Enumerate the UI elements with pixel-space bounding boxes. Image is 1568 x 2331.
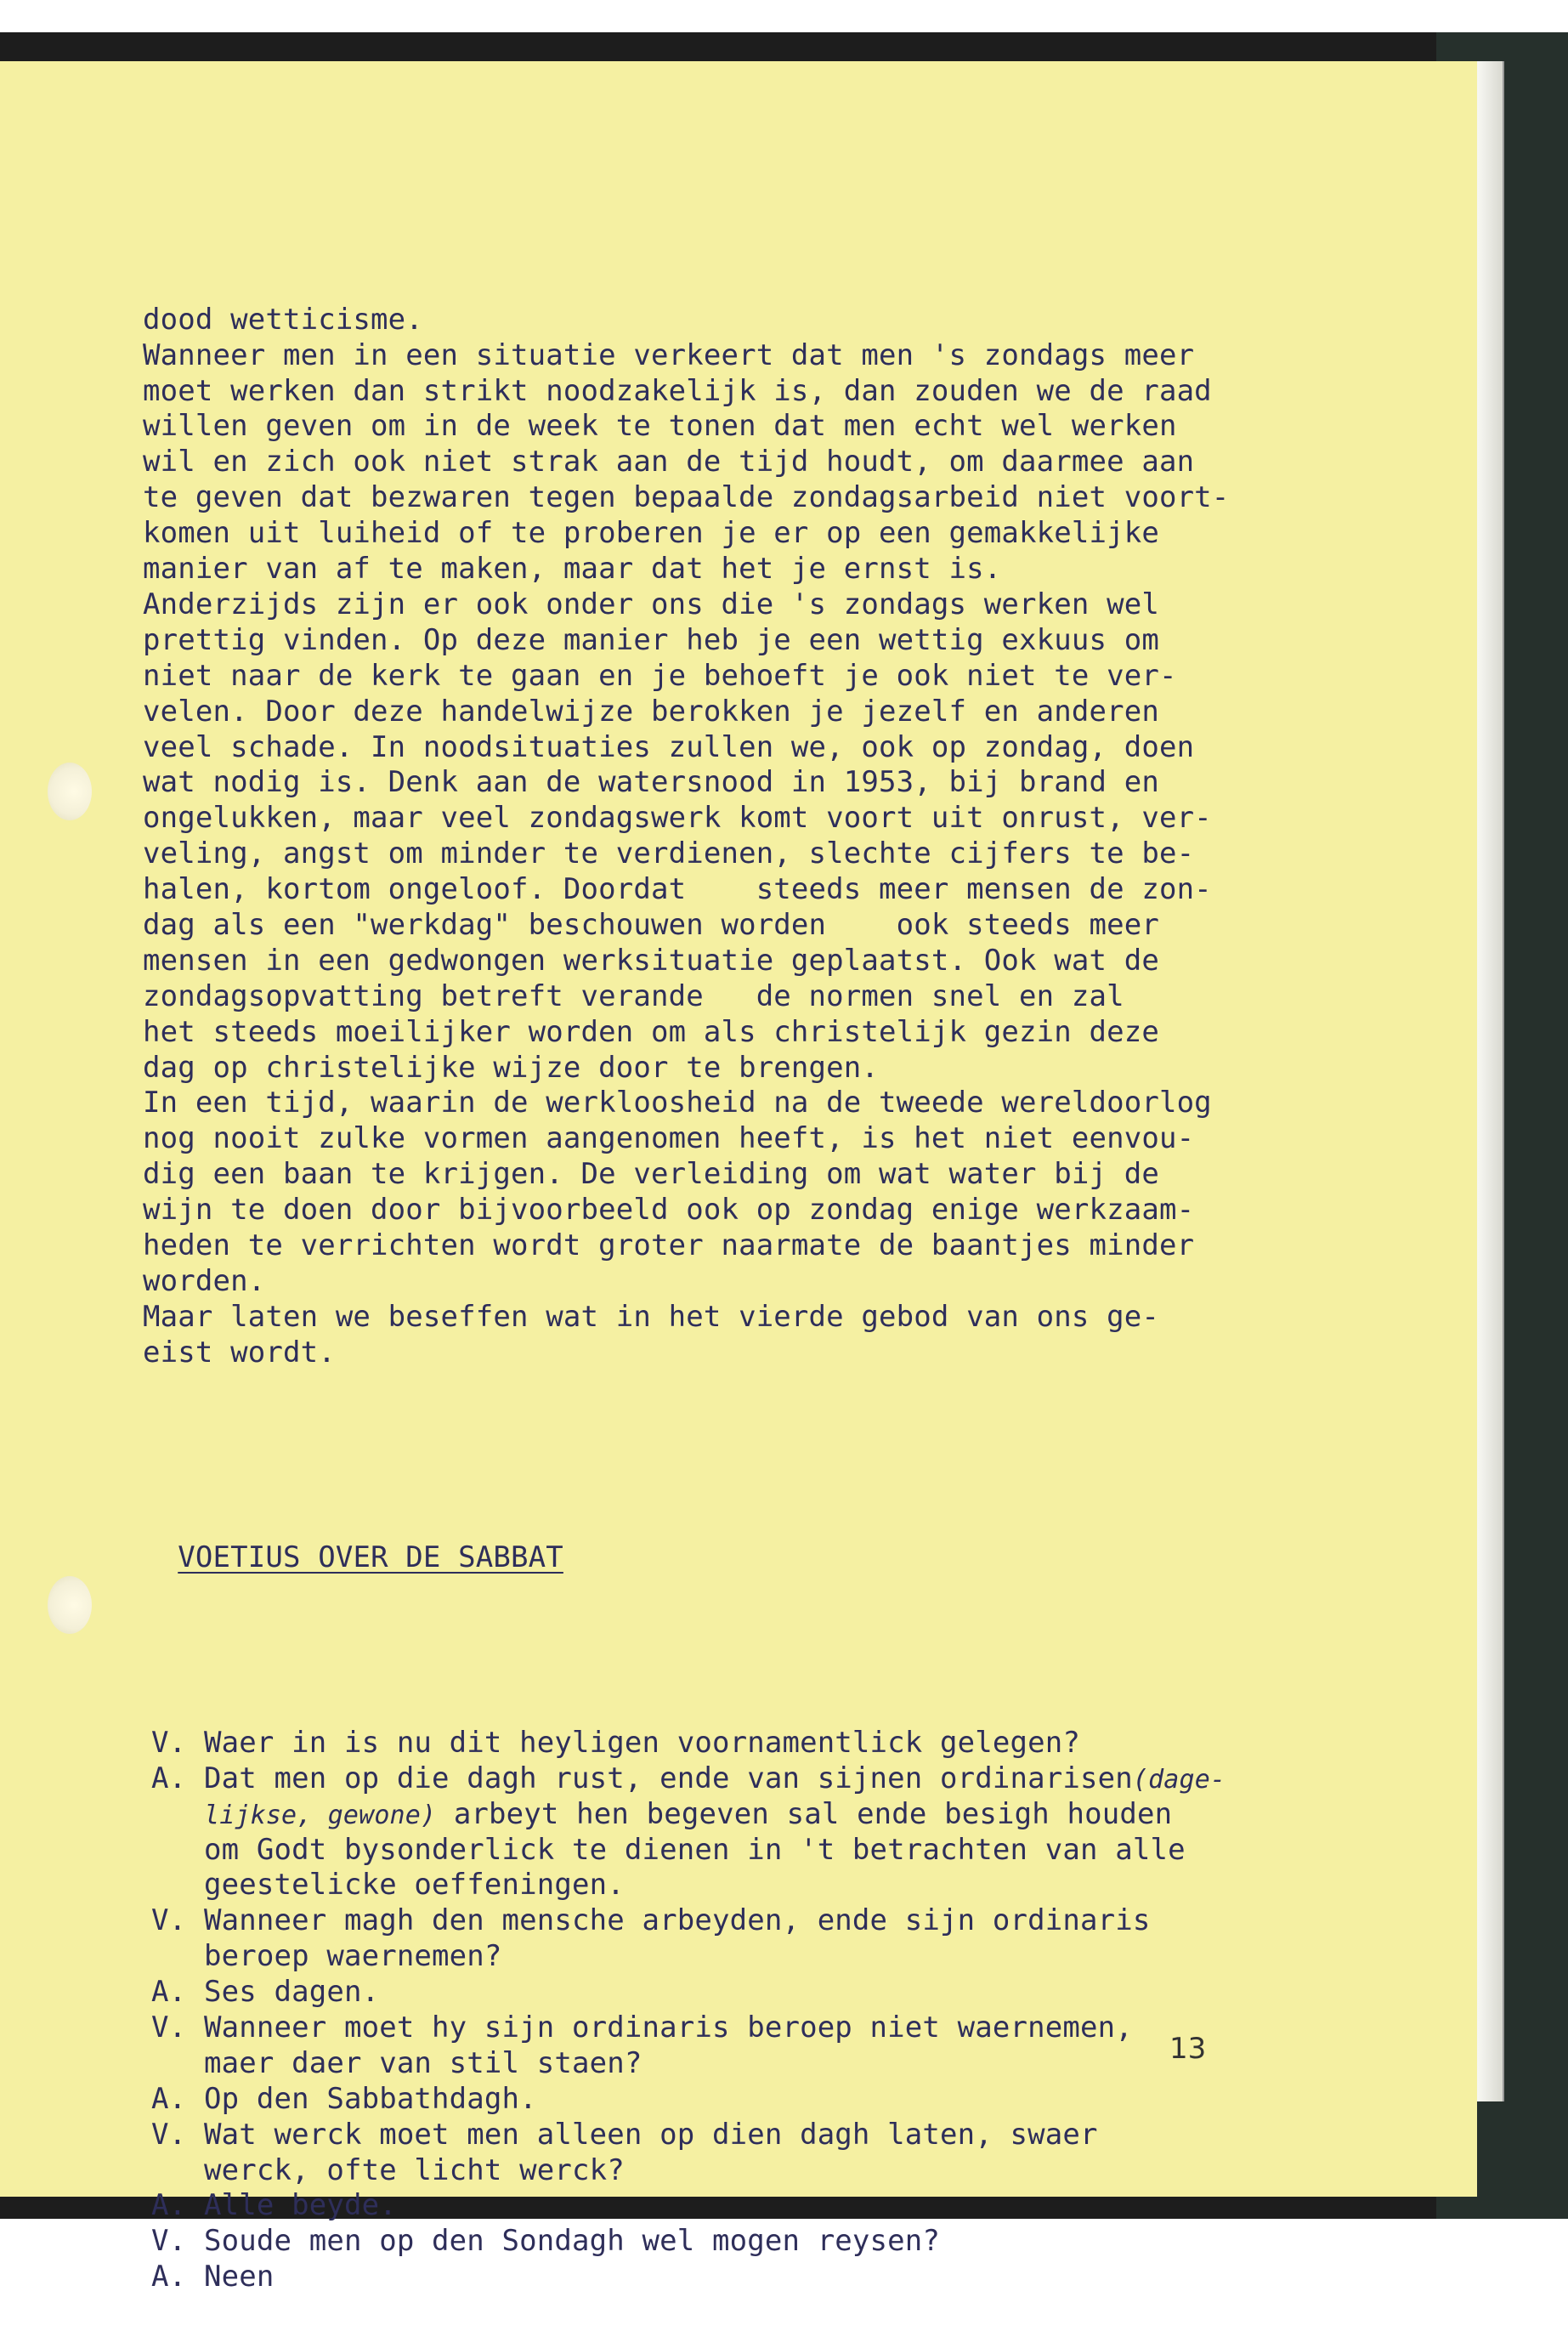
qa-line-text: Neen bbox=[204, 2260, 275, 2294]
qa-label: A. bbox=[151, 2260, 187, 2294]
gloss: (dage- bbox=[1132, 1764, 1226, 1795]
qa-line-text: Dat men op die dagh rust, ende van sijnen ordinarisen bbox=[204, 1761, 1133, 1795]
text-line: Wanneer men in een situatie verkeert dat men 's zondags meer bbox=[143, 337, 1195, 372]
page-number: 13 bbox=[1169, 2032, 1207, 2066]
qa-line bbox=[204, 2046, 1384, 2082]
punch-hole bbox=[48, 1576, 92, 1634]
qa-label: V. bbox=[151, 2224, 187, 2259]
answer bbox=[143, 2082, 1384, 2118]
answer bbox=[143, 2260, 1384, 2295]
qa-line-text: Wat werck moet men alleen op dien dagh laten, swaer bbox=[204, 2117, 1098, 2152]
paragraph bbox=[143, 303, 1384, 338]
qa-label: A. bbox=[151, 1975, 187, 2010]
qa-line-text: Ses dagen. bbox=[204, 1975, 380, 2010]
qa-line-text: Op den Sabbathdagh. bbox=[204, 2081, 537, 2116]
text-line: worden. bbox=[143, 1263, 266, 1298]
text-line: dag op christelijke wijze door te brengen. bbox=[143, 1050, 880, 1085]
qa-label: A. bbox=[151, 2081, 187, 2116]
qa-line-text: maer daer van stil staen? bbox=[204, 2045, 642, 2080]
text-line: heden te verrichten wordt groter naarmate de baantjes minder bbox=[143, 1228, 1195, 1262]
qa-line bbox=[204, 2224, 1384, 2260]
qa-line bbox=[204, 2082, 1384, 2118]
qa-line-text: geestelicke oeffeningen. bbox=[204, 1868, 625, 1903]
qa-line-text: arbeyt hen begeven sal ende besigh houden bbox=[453, 1796, 1173, 1831]
text-line: komen uit luiheid of te proberen je er op een gemakkelijke bbox=[143, 516, 1159, 551]
paragraph bbox=[143, 1086, 1384, 1299]
text-line: halen, kortom ongeloof. Doordat steeds meer mensen de zon- bbox=[143, 872, 1212, 907]
text-line: veling, angst om minder te verdienen, slechte cijfers te be- bbox=[143, 837, 1195, 871]
text-line: dood wetticisme. bbox=[143, 302, 423, 337]
body-text bbox=[143, 303, 1384, 1371]
qa-line bbox=[204, 1797, 1384, 1833]
qa-label: V. bbox=[151, 1903, 187, 1938]
paragraph bbox=[143, 587, 1384, 1086]
qa-line bbox=[204, 1833, 1384, 1869]
text-line: willen geven om in de week te tonen dat men echt wel werken bbox=[143, 409, 1177, 444]
text-line: ongelukken, maar veel zondagswerk komt voort uit onrust, ver- bbox=[143, 801, 1212, 836]
qa-label: A. bbox=[151, 1761, 187, 1795]
text-line: niet naar de kerk te gaan en je behoeft je ook niet te ver- bbox=[143, 658, 1177, 693]
text-line: dag als een "werkdag" beschouwen worden ook steeds meer bbox=[143, 907, 1159, 942]
text-line: veel schade. In noodsituaties zullen we, ook op zondag, doen bbox=[143, 729, 1195, 764]
question bbox=[143, 2118, 1384, 2189]
qa-line bbox=[204, 1903, 1384, 1939]
qa-line-text: Soude men op den Sondagh wel mogen reysen? bbox=[204, 2224, 941, 2259]
answer bbox=[143, 1975, 1384, 2011]
text-line: nog nooit zulke vormen aangenomen heeft, is het niet eenvou- bbox=[143, 1121, 1195, 1156]
text-line: In een tijd, waarin de werkloosheid na de tweede wereldoorlog bbox=[143, 1086, 1212, 1120]
qa-line-text: om Godt bysonderlick te dienen in 't betrachten van alle bbox=[204, 1832, 1186, 1867]
text-line: Anderzijds zijn er ook onder ons die 's zondags werken wel bbox=[143, 587, 1159, 621]
answer bbox=[143, 1761, 1384, 1904]
qa-line bbox=[204, 2260, 1384, 2295]
text-line: eist wordt. bbox=[143, 1335, 336, 1370]
qa-line bbox=[204, 2011, 1384, 2046]
text-line: mensen in een gedwongen werksituatie geplaatst. Ook wat de bbox=[143, 943, 1159, 978]
qa-line-text: beroep waernemen? bbox=[204, 1939, 502, 1974]
qa-line bbox=[204, 2118, 1384, 2153]
punch-hole bbox=[48, 763, 92, 820]
qa-line-text: Alle beyde. bbox=[204, 2188, 397, 2223]
qa-line-text: Wanneer moet hy sijn ordinaris beroep niet waernemen, bbox=[204, 2011, 1133, 2045]
qa-line bbox=[204, 2153, 1384, 2189]
qa-line bbox=[204, 1761, 1384, 1797]
text-line: manier van af te maken, maar dat het je ernst is. bbox=[143, 552, 1002, 587]
section-heading: VOETIUS_OVER_DE_SABBAT bbox=[178, 1540, 563, 1575]
gloss: lijkse, gewone) bbox=[204, 1800, 437, 1830]
text-line: te geven dat bezwaren tegen bepaalde zondagsarbeid niet voort- bbox=[143, 480, 1230, 515]
question bbox=[143, 1903, 1384, 1975]
text-line: prettig vinden. Op deze manier heb je een wettig exkuus om bbox=[143, 622, 1159, 657]
text-line: velen. Door deze handelwijze berokken je jezelf en anderen bbox=[143, 694, 1159, 729]
paragraph bbox=[143, 1300, 1384, 1371]
text-line: Maar laten we beseffen wat in het vierde gebod van ons ge- bbox=[143, 1299, 1159, 1334]
question bbox=[143, 2224, 1384, 2260]
text-line: moet werken dan strikt noodzakelijk is, dan zouden we de raad bbox=[143, 373, 1212, 408]
qa-line-text: Waer in is nu dit heyligen voornamentlick gelegen? bbox=[204, 1725, 1080, 1760]
text-line: dig een baan te krijgen. De verleiding om wat water bij de bbox=[143, 1157, 1159, 1192]
answer bbox=[143, 2188, 1384, 2224]
qa-line-text: Wanneer magh den mensche arbeyden, ende sijn ordinaris bbox=[204, 1903, 1151, 1938]
page-text bbox=[143, 231, 1384, 2331]
qa-label: V. bbox=[151, 2117, 187, 2152]
qa-label: A. bbox=[151, 2188, 187, 2223]
qa-list bbox=[143, 1726, 1384, 2295]
text-line: wil en zich ook niet strak aan de tijd houdt, om daarmee aan bbox=[143, 445, 1195, 479]
text-line: zondagsopvatting betreft verande de normen snel en zal bbox=[143, 978, 1124, 1013]
question bbox=[143, 1726, 1384, 1761]
qa-label: V. bbox=[151, 1725, 187, 1760]
qa-line bbox=[204, 1939, 1384, 1975]
text-line: wat nodig is. Denk aan de watersnood in 1953, bij brand en bbox=[143, 765, 1159, 800]
qa-line bbox=[204, 1726, 1384, 1761]
qa-line bbox=[204, 1868, 1384, 1903]
qa-line bbox=[204, 2188, 1384, 2224]
text-line: wijn te doen door bijvoorbeeld ook op zondag enige werkzaam- bbox=[143, 1193, 1195, 1228]
paragraph bbox=[143, 338, 1384, 587]
qa-label: V. bbox=[151, 2011, 187, 2045]
text-line: het steeds moeilijker worden om als christelijk gezin deze bbox=[143, 1014, 1159, 1049]
qa-line bbox=[204, 1975, 1384, 2011]
qa-line-text: werck, ofte licht werck? bbox=[204, 2152, 625, 2187]
